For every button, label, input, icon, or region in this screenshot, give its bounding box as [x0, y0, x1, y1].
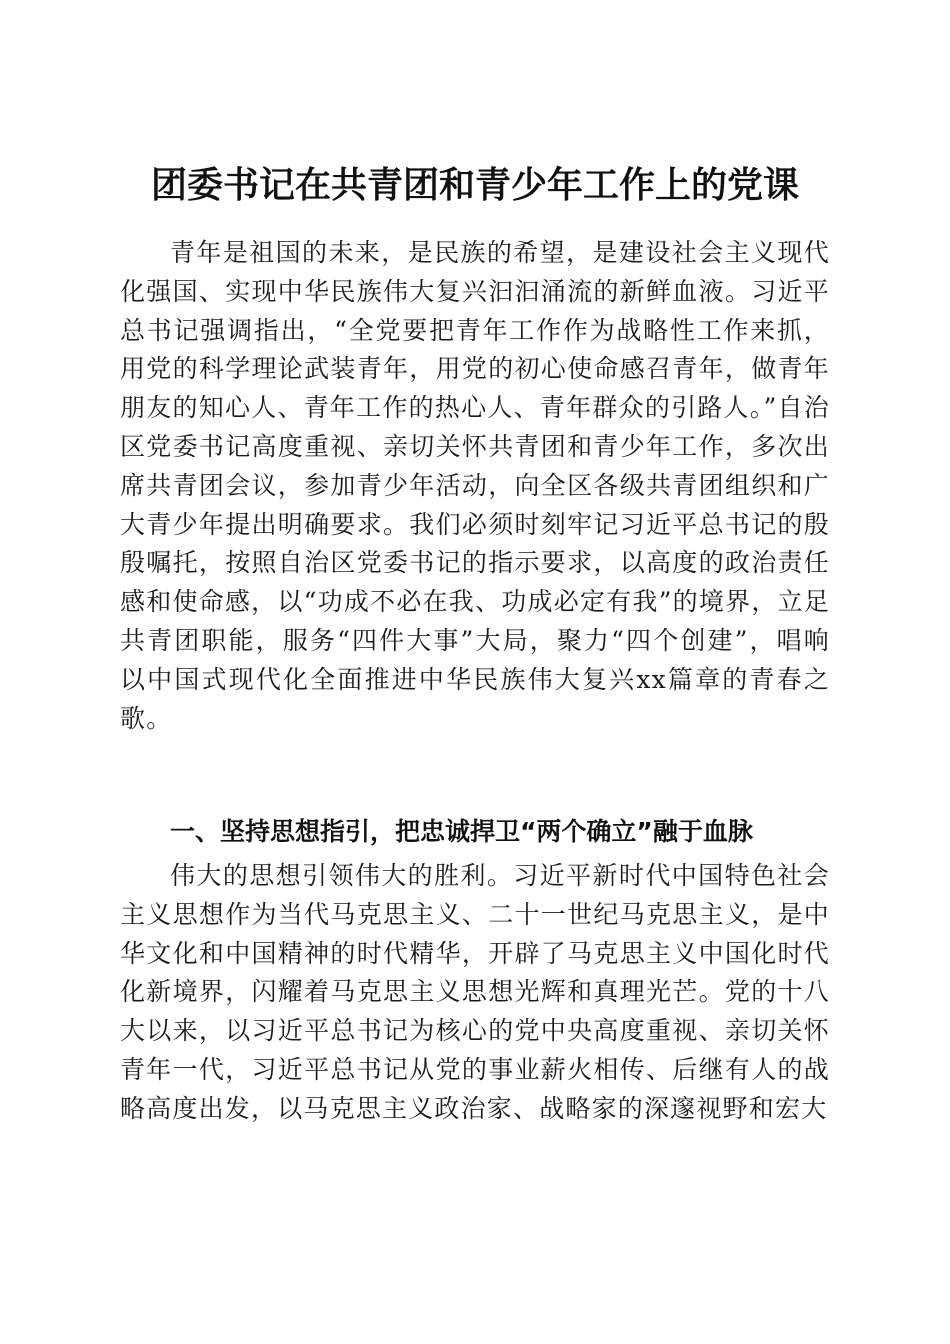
document-title: 团委书记在共青团和青少年工作上的党课 [150, 164, 799, 207]
section-paragraph: 伟大的思想引领伟大的胜利。习近平新时代中国特色社会主义思想作为当代马克思主义、二十一世纪马克思主义，是中华文化和中国精神的时代精华，开辟了马克思主义中国化时代化新境界，闪耀着马克思主义思想光辉和真理光芒。党的十八大以来，以习近平总书记为核心的党中央高度重视、亲切关怀青年一代，习近平总书记从党的事业薪火相传、后继有人的战略高度出发，以马克思主义政治家、战略家的深邃视野和宏大 [120, 861, 830, 1123]
section-heading: 一、坚持思想指引，把忠诚捍卫“两个确立”融于血脉 [170, 817, 753, 846]
intro-paragraph: 青年是祖国的未来，是民族的希望，是建设社会主义现代化强国、实现中华民族伟大复兴汩汩涌流的新鲜血液。习近平总书记强调指出，“全党要把青年工作作为战略性工作来抓，用党的科学理论武装青年，用党的初心使命感召青年，做青年朋友的知心人、青年工作的热心人、青年群众的引路人。”自治区党委书记高度重视、亲切关怀共青团和青少年工作，多次出席共青团会议，参加青少年活动，向全区各级共青团组织和广大青少年提出明确要求。我们必须时刻牢记习近平总书记的殷殷嘱托，按照自治区党委书记的指示要求，以高度的政治责任感和使命感，以“功成不必在我、功成必定有我”的境界，立足共青团职能，服务“四件大事”大局，聚力“四个创建”，唱响以中国式现代化全面推进中华民族伟大复兴xx篇章的青春之歌。 [120, 238, 830, 733]
